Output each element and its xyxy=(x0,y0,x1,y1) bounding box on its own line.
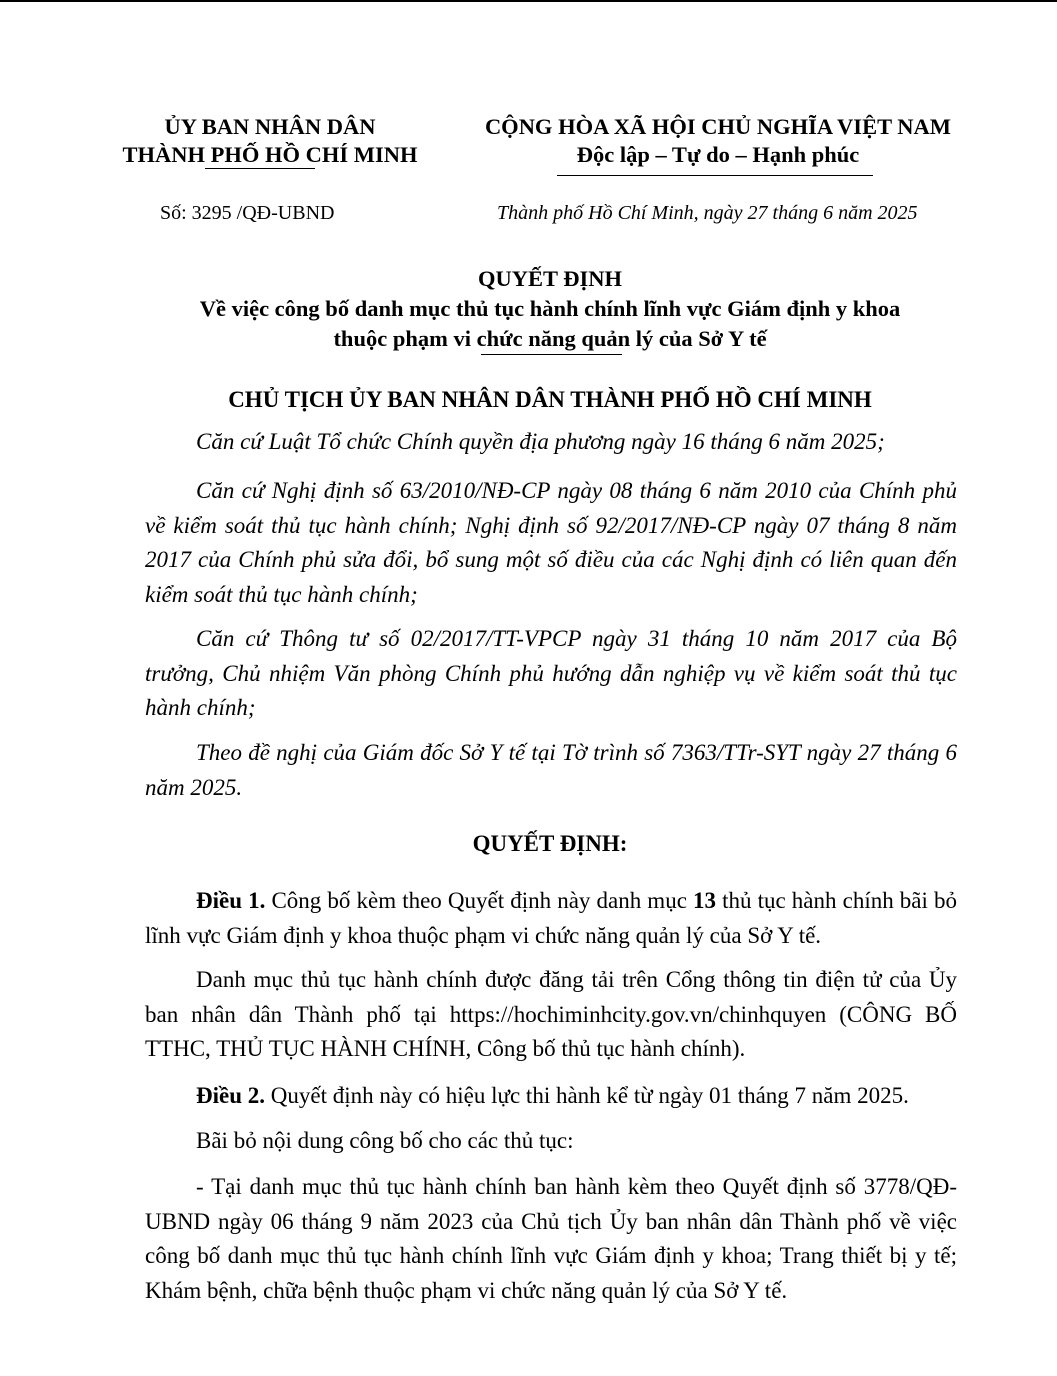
repeal-item-1: - Tại danh mục thủ tục hành chính ban hành kèm theo Quyết định số 3778/QĐ-UBND ngày 06 tháng 9 năm 2023 của Chủ tịch Ủy ban nhân dân Thành phố về việc công bố danh mục thủ tục hành chính lĩnh vực Giám định y khoa; Trang thiết bị y tế; Khám bệnh, chữa bệnh thuộc phạm vi chức năng quản lý của Sở Y tế. xyxy=(145,1174,957,1303)
basis-paragraph-3: Căn cứ Thông tư số 02/2017/TT-VPCP ngày 31 tháng 10 năm 2017 của Bộ trưởng, Chủ nhiệm Văn phòng Chính phủ hướng dẫn nghiệp vụ về kiểm soát thủ tục hành chính; xyxy=(145,626,957,720)
title-heading: QUYẾT ĐỊNH xyxy=(478,266,622,291)
basis-paragraph-2: Căn cứ Nghị định số 63/2010/NĐ-CP ngày 08 tháng 6 năm 2010 của Chính phủ về kiểm soát thủ tục hành chính; Nghị định số 92/2017/NĐ-CP ngày 07 tháng 8 năm 2017 của Chính phủ sửa đổi, bổ sung một số điều của các Nghị định có liên quan đến kiểm soát thủ tục hành chính; xyxy=(145,478,957,607)
article-1-label: Điều 1. xyxy=(196,888,266,913)
title-underline xyxy=(481,354,622,355)
authority-underline xyxy=(205,168,315,169)
issuing-authority-line2: THÀNH PHỐ HỒ CHÍ MINH xyxy=(122,142,418,167)
article-1-count: 13 xyxy=(693,888,717,913)
national-motto-line1: CỘNG HÒA XÃ HỘI CHỦ NGHĨA VIỆT NAM xyxy=(484,114,952,139)
document-title xyxy=(110,264,990,354)
decision-heading: QUYẾT ĐỊNH: xyxy=(472,831,628,856)
article-2 xyxy=(145,1079,957,1114)
basis-paragraph-4: Theo đề nghị của Giám đốc Sở Y tế tại Tờ trình số 7363/TTr-SYT ngày 27 tháng 6 năm 2025. xyxy=(145,740,957,800)
title-line2: thuộc phạm vi chức năng quản lý của Sở Y tế xyxy=(333,326,767,351)
authority-heading: CHỦ TỊCH ỦY BAN NHÂN DÂN THÀNH PHỐ HỒ CHÍ MINH xyxy=(228,387,872,412)
document-date: Thành phố Hồ Chí Minh, ngày 27 tháng 6 năm 2025 xyxy=(497,202,918,224)
article-2-text: Quyết định này có hiệu lực thi hành kể từ ngày 01 tháng 7 năm 2025. xyxy=(265,1083,909,1108)
article-1 xyxy=(145,884,957,953)
article-2-label: Điều 2. xyxy=(196,1083,265,1108)
issuing-authority-line1: ỦY BAN NHÂN DÂN xyxy=(164,114,376,139)
article-1-paragraph-2: Danh mục thủ tục hành chính được đăng tải trên Cổng thông tin điện tử của Ủy ban nhân dân Thành phố tại https://hochiminhcity.gov.vn/chinhquyen (CÔNG BỐ TTHC, THỦ TỤC HÀNH CHÍNH, Công bố thủ tục hành chính). xyxy=(145,967,957,1061)
document-number: Số: 3295 /QĐ-UBND xyxy=(160,202,335,224)
title-line1: Về việc công bố danh mục thủ tục hành chính lĩnh vực Giám định y khoa xyxy=(199,296,901,321)
article-1-text-a: Công bố kèm theo Quyết định này danh mục xyxy=(265,888,694,913)
issuing-authority xyxy=(110,113,430,169)
repeal-intro: Bãi bỏ nội dung công bố cho các thủ tục: xyxy=(196,1128,574,1153)
basis-paragraph-1: Căn cứ Luật Tổ chức Chính quyền địa phương ngày 16 tháng 6 năm 2025; xyxy=(196,429,885,454)
motto-underline xyxy=(557,175,873,176)
national-motto-line2: Độc lập – Tự do – Hạnh phúc xyxy=(576,142,860,167)
article-1-text-b: thủ tục hành chính bãi bỏ lĩnh vực Giám định y khoa thuộc phạm vi chức năng quản lý của Sở Y tế. xyxy=(145,888,958,948)
national-motto xyxy=(462,113,974,169)
